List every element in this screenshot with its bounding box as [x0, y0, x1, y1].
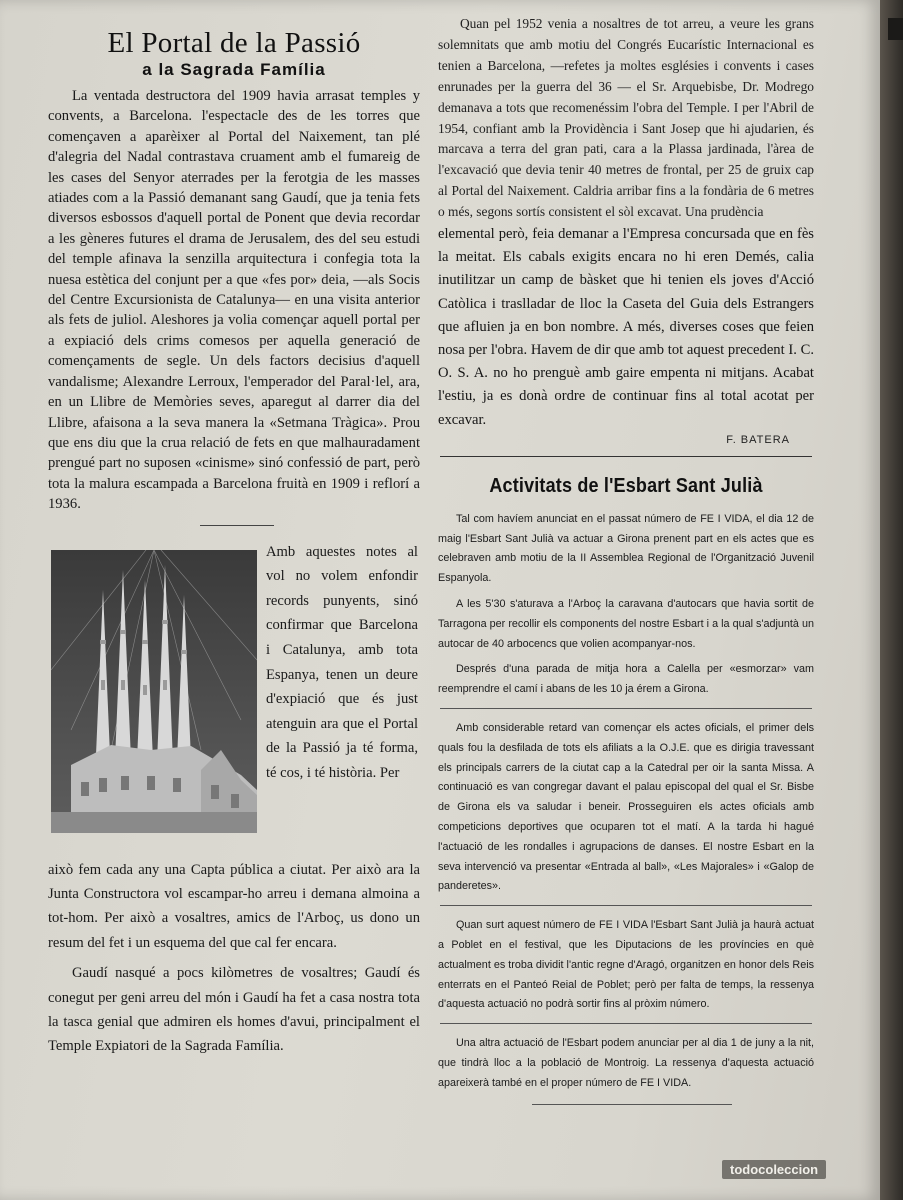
esbart-paragraph-5: Quan surt aquest número de FE I VIDA l'Esbart Sant Julià ja haurà actuat a Poblet en el festival, que les Diputacions de les províncies en què actualment es troba dividit l'antic regne d'Aragó, organitzen en honor dels Reis enterrats en el Panteó Reial de Poblet; però per falta de temps, la ressenya d'aquesta actuació no podrà sortir fins al pròxim número. [438, 919, 814, 1011]
article-author: F. BATERA [726, 433, 790, 446]
beside-image-paragraph: Amb aquestes notes al vol no volem enfondir records punyents, sinó confirmar que Barcelona i Catalunya, amb tota Espanya, tenen un deure d'expiació que és just atenguin ara que el Portal de la Passió ja té forma, té cos, i té història. Per [266, 543, 418, 781]
right-column [438, 14, 814, 1105]
divider-line [440, 708, 812, 709]
next-page-mark [888, 18, 903, 40]
sagrada-familia-engraving [51, 550, 257, 833]
esbart-paragraph-6: Una altra actuació de l'Esbart podem anunciar per al dia 1 de juny a la nit, que tindrà lloc a la població de Montroig. La ressenya d'aquesta actuació apareixerà també en el proper número de FE I VIDA. [438, 1037, 814, 1089]
esbart-paragraph-3: Després d'una parada de mitja hora a Calella per «esmorzar» vam reemprendre el camí i abans de les 10 ja érem a Girona. [438, 663, 814, 696]
after-image-paragraph: això fem cada any una Capta pública a ciutat. Per això ara la Junta Constructora vol escampar-ho arreu i demana almoina a tot-hom. Per això a vosaltres, amics de l'Arboç, us dono un resum del fet i un esquema del que cal fer encara. [48, 861, 420, 951]
text-beside-image [266, 540, 418, 786]
esbart-paragraph-4: Amb considerable retard van començar els actes oficials, el primer dels quals fou la desfilada de tots els afiliats a la O.J.E. que es dirigia travessant els principals carrers de la ciutat cap a la Catedral per oir la santa Missa. A continuació es van congregar davant el palau episcopal del qual el Sr. Bisbe de Girona els va saludar i beneir. Prosseguiren els actes oficials amb competicions deportives que ocuparen tot el matí. A la tarda hi hagué l'actuació de les rondalles i agrupacions de danses. El nostre Esbart en la seva intervenció va presentar «Entrada al ball», «Les Majorales» i «Galop de panderetes». [438, 722, 814, 893]
left-column [48, 22, 420, 1059]
article-intro-paragraph: La ventada destructora del 1909 havia arrasat temples y convents, a Barcelona. l'espectacle des de les torres que començaven a aparèixer al Portal del Naixement, tan plé d'alegria del Nadal contrastava cruament amb el fumareig de les cases del Senyor aterrades per la ferotgia de les masses atiades com a la Passió demanant sang Gaudí, que ja tenia fets diversos esbossos d'aquell portal de Ponent que devia recordar a les gèneres futures el drama de Jerusalem, des del seu estudi del temple afinava la senzilla arquitectura i confegia tota la nuesa estètica del conjunt per a que «fes por» deia, —als Socis del Centre Excursionista de Catalunya— en una visita anterior als fets de juliol. Aleshores ja volia començar aquell portal per a expiació dels crims comesos per aquella generació de començaments de segle. Un dels factors decisius d'aquell vandalisme; Alexandre Lerroux, l'emperador del Paral·lel, ara, en un Llibre de Memòries seves, aparegut al darrer dia del Llibre, afaisona a la seva manera la «Setmana Tràgica». Prou que ens diu que la crua relació de fets en que malhauradament prengué part no suposen «cinisme» sinó confessió de part, però tota la malura escampada a Barcelona fruità en 1909 i reflorí a 1936. [48, 88, 420, 513]
article-subtitle: a la Sagrada Família [142, 60, 326, 79]
divider-line [440, 1023, 812, 1024]
separator-line [200, 525, 274, 526]
gaudi-paragraph: Gaudí nasqué a pocs kilòmetres de vosaltres; Gaudí és conegut per geni arreu del món i Gaudí ha fet a casa nostra tota la tasca genial que admiren els homes d'avui, principalment el Temple Expiatori de la Sagrada Família. [48, 965, 420, 1055]
article-title: El Portal de la Passió [107, 27, 361, 59]
esbart-paragraph-2: A les 5'30 s'aturava a l'Arboç la caravana d'autocars que havia sortit de Tarragona per recollir els components del nostre Esbart i a la qual s'adjuntà un autocar de 40 arbocencs que volien acompanyar-nos. [438, 598, 814, 650]
image-block [48, 540, 420, 858]
watermark-logo: todocoleccion [722, 1160, 826, 1179]
esbart-paragraph-1: Tal com havíem anunciat en el passat número de FE I VIDA, el dia 12 de maig l'Esbart Sant Julià va actuar a Girona prenent part en els actes que es celebraven amb motiu de la II Assemblea Regional de l'Organització Juvenil Espanyola. [438, 512, 814, 585]
divider-line [440, 905, 812, 906]
divider-line [440, 456, 812, 457]
continuation-paragraph-b: elemental però, feia demanar a l'Empresa concursada que en fès la meitat. Els cabals exigits encara no hi eren Demés, calia inutilitzar un camp de bàsket que hi tenien els joves d'Acció Catòlica i traslladar de lloc la Caseta del Guia dels Estrangers que afluien ja en bon nombre. A més, diverses coses que feien nosa per l'obra. Havem de dir que amb tot aquest precedent I. C. O. S. A. no ho prenguè amb gaire empenta ni mitjans. Acabat l'estiu, ja es donà ordre de continuar fins al total acotat per excavar. [438, 226, 814, 428]
section-title: Activitats de l'Esbart Sant Julià [489, 474, 763, 497]
end-line [532, 1104, 732, 1105]
continuation-paragraph-a: Quan pel 1952 venia a nosaltres de tot arreu, a veure les grans solemnitats que amb motiu del Congrés Eucarístic Internacional es tenien a Barcelona, —refetes ja moltes esglésies i convents i cases enrunades per la guerra del 36 — el Sr. Arquebisbe, Dr. Modrego demanava a tots que recomenéssim l'obra del Temple. I per l'Abril de 1954, confiant amb la Providència i Sant Josep que hi ajudarien, és marcava a terra del gran pati, cara a la Plassa jardinada, l'àrea de l'excavació que devia tenir 40 metres de frontal, per 25 de gruix cap al Portal del Naixement. Caldria arribar fins a la fondària de 6 metres o més, segons sortís consistent el sòl excavat. Una prudència [438, 16, 814, 220]
page-edge-shadow [880, 0, 903, 1200]
